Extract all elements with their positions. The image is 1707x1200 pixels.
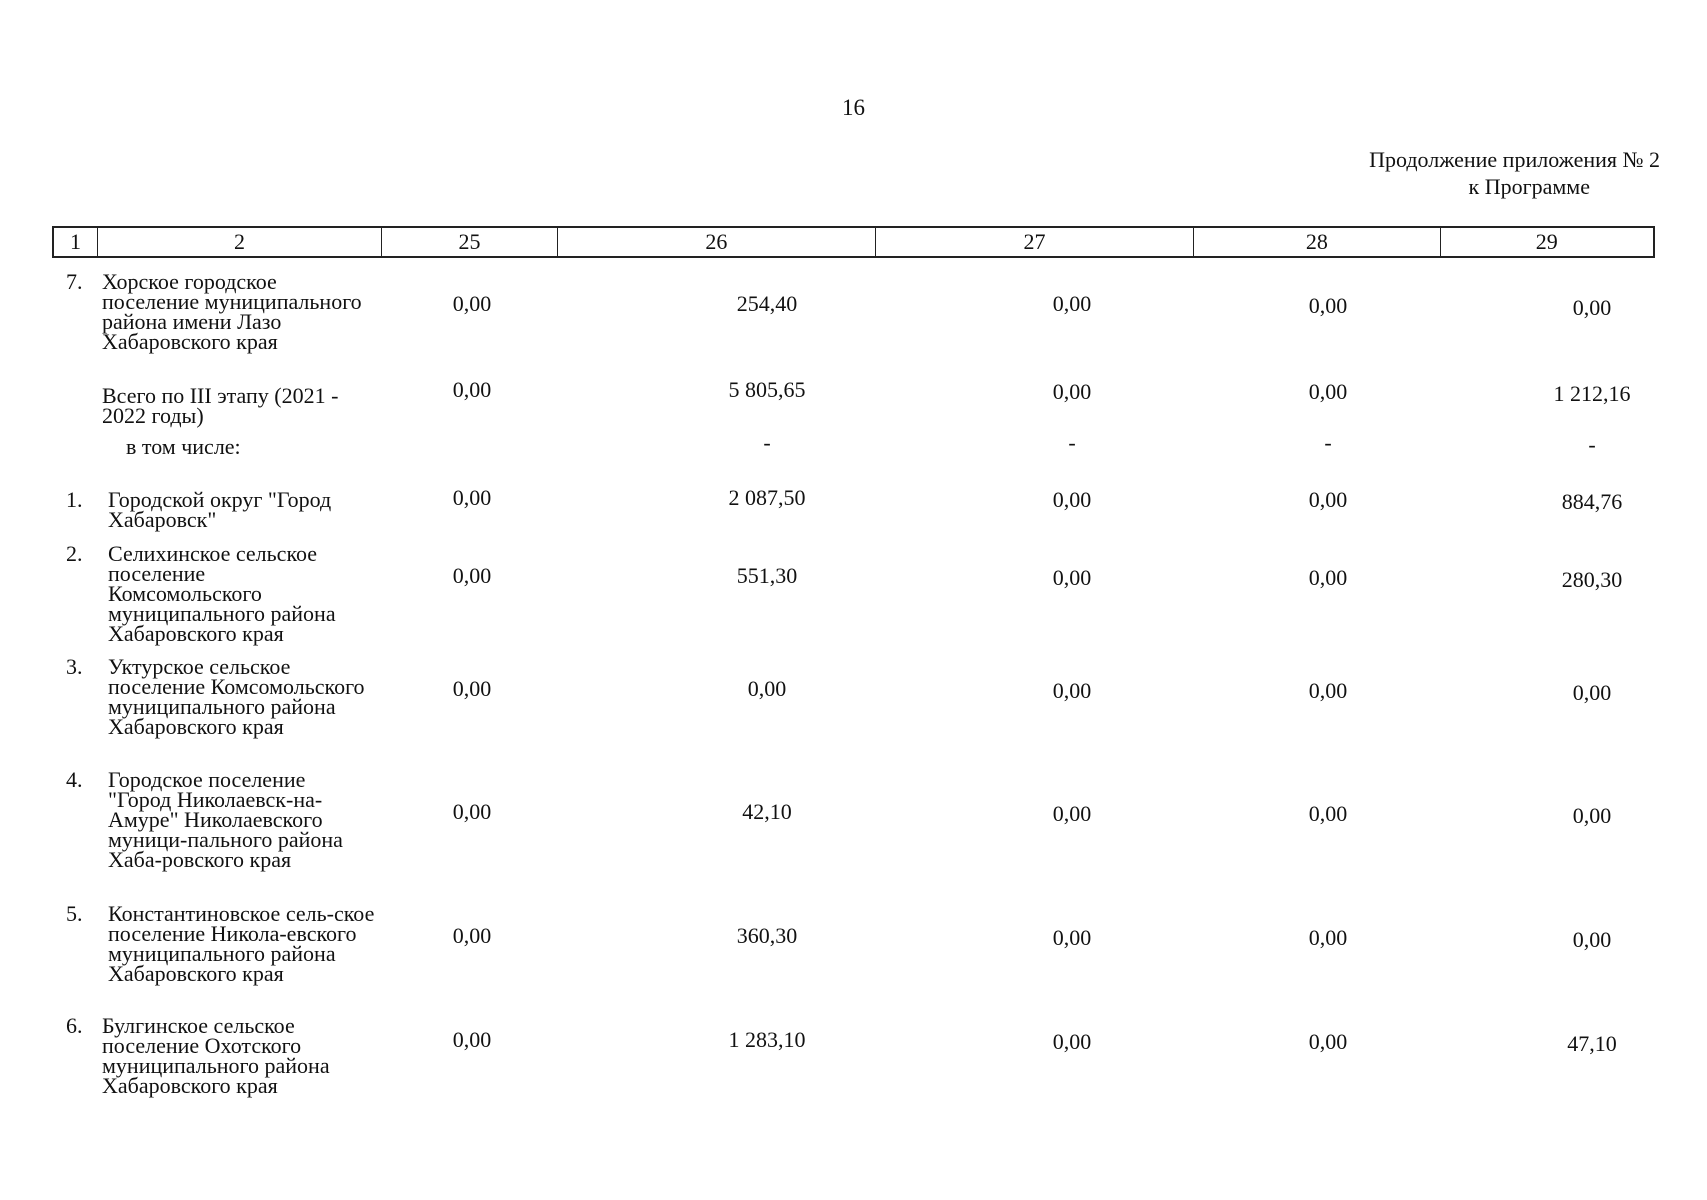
row-name: Булгинское сельское поселение Охотского муниципального района Хабаровского края: [102, 1013, 330, 1098]
row-number: 5.: [66, 901, 83, 926]
cell-28: 0,00: [1308, 379, 1348, 404]
cell-26: 360,30: [736, 923, 798, 948]
row-name: Уктурское сельское поселение Комсомольского муниципального района Хабаровского края: [108, 654, 365, 739]
cell-26: -: [763, 430, 771, 455]
cell-28: 0,00: [1308, 801, 1348, 826]
row-number: 4.: [66, 767, 83, 792]
row-number: 1.: [66, 487, 83, 512]
cell-25: 0,00: [452, 923, 492, 948]
cell-26: 42,10: [742, 799, 792, 824]
cell-29: 1 212,16: [1553, 381, 1631, 406]
cell-29: 0,00: [1572, 680, 1612, 705]
cell-26: 5 805,65: [728, 377, 806, 402]
cell-29: 47,10: [1567, 1031, 1617, 1056]
cell-26: 254,40: [736, 291, 798, 316]
cell-28: 0,00: [1308, 565, 1348, 590]
cell-28: 0,00: [1308, 487, 1348, 512]
table-header: [52, 226, 1655, 258]
cell-27: 0,00: [1052, 1029, 1092, 1054]
cell-29: 0,00: [1572, 803, 1612, 828]
page-number: 16: [842, 95, 865, 120]
cell-25: 0,00: [452, 485, 492, 510]
cell-28: 0,00: [1308, 293, 1348, 318]
cell-28: 0,00: [1308, 678, 1348, 703]
cell-26: 1 283,10: [728, 1027, 806, 1052]
row-name: Городской округ "Город Хабаровск": [108, 487, 332, 532]
cell-25: 0,00: [452, 676, 492, 701]
header-col-25: 25: [382, 228, 558, 256]
cell-27: -: [1068, 430, 1076, 455]
row-name: Селихинское сельское поселение Комсомольского муниципального района Хабаровского края: [108, 541, 336, 646]
cell-26: 551,30: [736, 563, 798, 588]
row-number: 7.: [66, 269, 83, 294]
cell-27: 0,00: [1052, 487, 1092, 512]
cell-27: 0,00: [1052, 925, 1092, 950]
row-name: Хорское городское поселение муниципального района имени Лазо Хабаровского края: [102, 269, 362, 354]
cell-29: 0,00: [1572, 295, 1612, 320]
cell-29: 884,76: [1561, 489, 1623, 514]
row-name: Константиновское сель-ское поселение Никола-евского муниципального района Хабаровского края: [108, 901, 375, 986]
appendix-note: [1240, 146, 1660, 200]
cell-28: 0,00: [1308, 1029, 1348, 1054]
cell-25: 0,00: [452, 291, 492, 316]
row-name: Городское поселение "Город Николаевск-на-Амуре" Николаевского муници-пального района Хаба-ровского края: [108, 767, 343, 872]
header-col-1: 1: [54, 228, 98, 256]
cell-29: 0,00: [1572, 927, 1612, 952]
cell-25: 0,00: [452, 799, 492, 824]
cell-29: 280,30: [1561, 567, 1623, 592]
cell-26: 2 087,50: [728, 485, 806, 510]
header-col-27: 27: [876, 228, 1194, 256]
row-name: в том числе:: [126, 434, 241, 459]
appendix-line-1: Продолжение приложения № 2: [1369, 147, 1660, 172]
cell-27: 0,00: [1052, 291, 1092, 316]
row-number: 2.: [66, 541, 83, 566]
cell-28: 0,00: [1308, 925, 1348, 950]
appendix-line-2: к Программе: [1468, 174, 1590, 199]
cell-28: -: [1324, 430, 1332, 455]
row-number: 6.: [66, 1013, 83, 1038]
row-number: 3.: [66, 654, 83, 679]
cell-29: -: [1588, 432, 1596, 457]
cell-27: 0,00: [1052, 379, 1092, 404]
header-col-29: 29: [1535, 229, 1558, 254]
header-col-28: 28: [1194, 228, 1440, 256]
cell-25: 0,00: [452, 1027, 492, 1052]
cell-25: 0,00: [452, 377, 492, 402]
cell-27: 0,00: [1052, 565, 1092, 590]
row-name: Всего по III этапу (2021 - 2022 годы): [102, 383, 339, 428]
cell-27: 0,00: [1052, 801, 1092, 826]
cell-25: 0,00: [452, 563, 492, 588]
cell-27: 0,00: [1052, 678, 1092, 703]
header-col-2: 2: [98, 228, 382, 256]
cell-26: 0,00: [747, 676, 787, 701]
header-col-26: 26: [558, 228, 876, 256]
